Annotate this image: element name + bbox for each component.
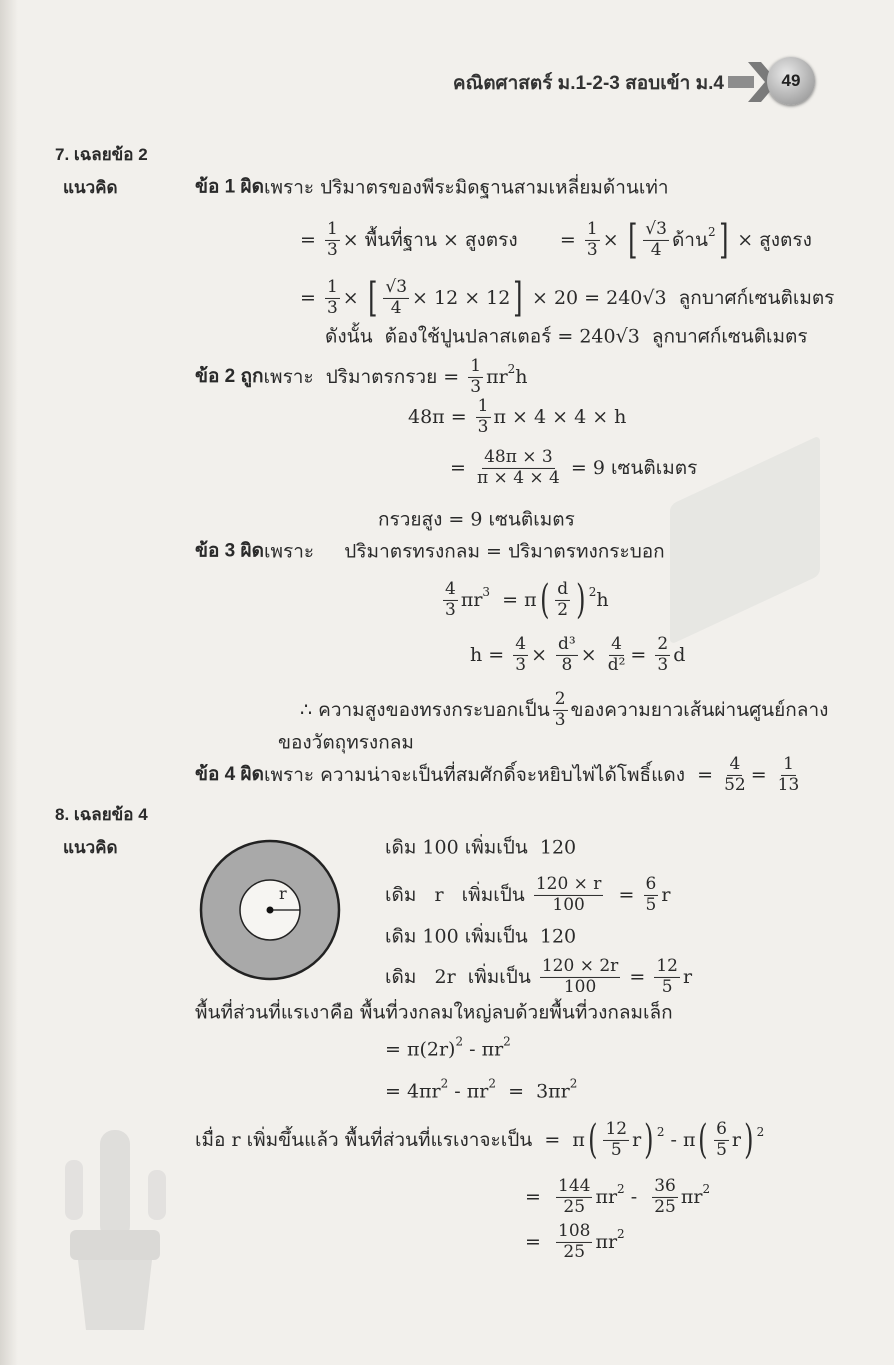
text-run: × 12 × 12 <box>412 286 511 309</box>
denominator: 3 <box>470 376 482 397</box>
exponent: 2 <box>507 361 516 376</box>
denominator: 25 <box>563 1241 586 1262</box>
denominator: 3 <box>657 654 669 675</box>
numerator: 4 <box>445 578 456 599</box>
text-run: h = <box>470 643 511 666</box>
text-run: πr <box>595 1230 618 1253</box>
exponent: 2 <box>569 1076 578 1091</box>
text-run: เดิม 2r เพิ่มเป็น <box>385 965 537 988</box>
denominator: 52 <box>724 774 746 795</box>
text-run: = <box>525 1185 553 1208</box>
exponent: 2 <box>455 1034 464 1049</box>
bracket: ( <box>587 1117 598 1163</box>
numerator: 12 <box>605 1118 628 1139</box>
exponent: 2 <box>617 1226 625 1241</box>
choice-3-statement <box>195 541 665 564</box>
text-run: เดิม 100 เพิ่มเป็น 120 <box>385 925 577 948</box>
numerator: 1 <box>326 276 338 297</box>
exponent: 2 <box>702 1181 711 1196</box>
exponent: 2 <box>617 1181 625 1196</box>
text-run: พื้นที่ส่วนที่แรเงาคือ พื้นที่วงกลมใหญ่ลบด้วยพื้นที่วงกลมเล็ก <box>195 1001 673 1024</box>
math-step <box>385 875 670 915</box>
numerator: 144 <box>558 1175 591 1196</box>
text-run: d <box>673 643 686 666</box>
exponent: 3 <box>482 584 491 599</box>
fraction <box>553 690 568 730</box>
numerator: 6 <box>645 873 657 894</box>
math-step <box>385 926 576 949</box>
text-run: = π <box>490 588 537 611</box>
text-run: h <box>515 365 528 388</box>
math-step <box>300 217 812 263</box>
fraction <box>585 220 600 260</box>
text-run: r <box>632 1128 642 1151</box>
numerator: d³ <box>558 633 576 654</box>
text-run: × สูงตรง <box>731 228 812 251</box>
solution-label <box>63 178 118 198</box>
denominator: 2 <box>557 599 569 620</box>
denominator: 3 <box>326 239 338 260</box>
bracket: [ <box>627 217 638 263</box>
fraction <box>475 448 562 488</box>
text-run: เพราะ ปริมาตรของพีระมิดฐานสามเหลี่ยมด้านเท่า <box>264 176 669 199</box>
choice-4-statement <box>195 755 804 795</box>
exponent: 2 <box>488 1076 496 1091</box>
denominator: 13 <box>777 774 800 795</box>
choice-label: ข้อ 2 ถูก <box>195 365 264 387</box>
math-step <box>450 448 697 488</box>
numerator: 120 × 2r <box>541 955 619 976</box>
math-step <box>408 397 626 437</box>
numerator: 1 <box>477 395 489 416</box>
numerator: 6 <box>716 1118 727 1139</box>
choice-label: ข้อ 1 ผิด <box>195 176 264 198</box>
numerator: 1 <box>470 355 482 376</box>
denominator: 5 <box>661 976 673 997</box>
fraction <box>443 580 458 620</box>
choice-label: ข้อ 3 ผิด <box>195 540 264 562</box>
exponent: 2 <box>707 224 716 239</box>
math-step <box>385 1034 511 1062</box>
fraction <box>643 220 669 260</box>
numerator: 1 <box>783 753 794 774</box>
text-run: - πr <box>463 1038 504 1061</box>
text-run: เมื่อ r เพิ่มขึ้นแล้ว พื้นที่ส่วนที่แรเงาจะเป็น = π <box>195 1128 585 1151</box>
numerator: 2 <box>657 633 669 654</box>
text-run: × 20 = 240√3 ลูกบาศก์เซนติเมตร <box>525 286 835 309</box>
fraction <box>325 278 340 318</box>
denominator: d² <box>607 654 626 675</box>
text-run: = <box>300 228 322 251</box>
text-run: = <box>623 965 652 988</box>
text-run: = <box>630 643 653 666</box>
denominator: 3 <box>326 297 338 318</box>
text-run: πr <box>460 588 483 611</box>
text-run: = <box>450 456 472 479</box>
denominator: 5 <box>716 1139 727 1160</box>
text-run: = <box>750 763 773 786</box>
exponent: 2 <box>656 1124 665 1139</box>
text-run: ดังนั้น ต้องใช้ปูนปลาสเตอร์ = 240√3 ลูกบาศก์เซนติเมตร <box>325 325 808 348</box>
fraction <box>534 875 604 915</box>
numerator: √3 <box>645 218 667 239</box>
fraction <box>556 635 578 675</box>
exponent: 2 <box>756 1124 765 1139</box>
math-step <box>470 635 685 675</box>
bracket: [ <box>367 275 378 321</box>
bracket: ) <box>576 577 586 623</box>
text-run: 8. เฉลยข้อ 4 <box>55 804 148 824</box>
watermark-cactus-icon <box>60 1130 170 1330</box>
math-step <box>385 837 576 860</box>
text-run: = <box>606 883 641 906</box>
denominator: 3 <box>586 239 598 260</box>
text-run: h <box>596 588 609 611</box>
text-run: แนวคิด <box>63 837 118 857</box>
fraction <box>652 1177 678 1217</box>
math-step <box>385 957 692 997</box>
bracket: ( <box>698 1117 708 1163</box>
numerator: d <box>557 578 569 599</box>
text-run: - π <box>664 1128 696 1151</box>
numerator: 108 <box>558 1220 591 1241</box>
denominator: 3 <box>477 416 489 437</box>
choice-1-statement <box>195 177 669 200</box>
math-step <box>300 690 828 730</box>
math-step <box>525 1222 625 1262</box>
text-run: ของวัตถุทรงกลม <box>278 731 414 754</box>
numerator: 36 <box>654 1175 676 1196</box>
exponent: 2 <box>588 584 597 599</box>
text-run: × <box>531 643 554 666</box>
denominator: 100 <box>563 976 597 997</box>
choice-2-statement <box>195 357 528 397</box>
numerator: 48π × 3 <box>484 446 553 467</box>
denominator: π × 4 × 4 <box>476 467 560 488</box>
denominator: 8 <box>561 654 573 675</box>
text-run: π × 4 × 4 × h <box>493 405 627 428</box>
fraction <box>476 397 491 437</box>
text-run: = <box>525 1230 553 1253</box>
text-run: × <box>342 286 365 309</box>
fraction <box>513 635 528 675</box>
text-run: = <box>300 286 322 309</box>
denominator: 4 <box>390 297 402 318</box>
bracket: ) <box>644 1117 654 1163</box>
page-number-badge: 49 <box>767 57 815 105</box>
fraction <box>606 635 628 675</box>
math-step <box>385 1076 578 1104</box>
math-step <box>325 326 808 349</box>
exponent: 2 <box>503 1034 511 1049</box>
text-run: เดิม r เพิ่มเป็น <box>385 883 531 906</box>
bracket: ] <box>513 275 523 321</box>
fraction <box>468 357 483 397</box>
denominator: 100 <box>552 894 585 915</box>
denominator: 5 <box>610 1139 622 1160</box>
text-run: = 3πr <box>495 1080 570 1103</box>
numerator: 2 <box>554 688 566 709</box>
fraction <box>383 278 409 318</box>
text-run: r <box>661 883 671 906</box>
numerator: 1 <box>586 218 598 239</box>
numerator: √3 <box>385 276 408 297</box>
text-run: = 9 เซนติเมตร <box>564 456 698 479</box>
denominator: 25 <box>563 1196 586 1217</box>
math-step <box>300 275 835 321</box>
text-run: ∴ ความสูงของทรงกระบอกเป็น <box>300 698 550 721</box>
text-run: 48π = <box>408 405 473 428</box>
fraction <box>776 755 802 795</box>
radius-label: r <box>279 884 287 903</box>
bracket: ) <box>744 1117 754 1163</box>
fraction <box>556 1177 592 1217</box>
numerator: 12 <box>656 955 678 976</box>
text-run: × พื้นที่ฐาน × สูงตรง = <box>342 228 582 251</box>
choice-label: ข้อ 4 ผิด <box>195 763 264 785</box>
text-run: × <box>580 643 603 666</box>
fraction <box>540 957 620 997</box>
bracket: ] <box>718 217 729 263</box>
numerator: 120 × r <box>535 873 602 894</box>
text-run: เดิม 100 เพิ่มเป็น 120 <box>385 836 577 859</box>
text-run: เพราะ ปริมาตรทรงกลม = ปริมาตรทงกระบอก <box>264 540 665 563</box>
math-step <box>195 1117 765 1163</box>
math-step <box>278 732 414 755</box>
math-step <box>440 577 609 623</box>
fraction <box>556 1222 592 1262</box>
text-run: แนวคิด <box>63 177 118 197</box>
text-run: πr <box>680 1185 703 1208</box>
text-run: πr <box>486 365 508 388</box>
annulus-diagram <box>198 838 342 982</box>
fraction <box>555 580 570 620</box>
denominator: 3 <box>445 599 456 620</box>
text-run: = 4πr <box>385 1080 441 1103</box>
denominator: 3 <box>515 654 527 675</box>
denominator: 3 <box>554 709 566 730</box>
page-edge-shadow <box>0 0 18 1365</box>
math-step <box>525 1177 710 1217</box>
text-run: ของความยาวเส้นผ่านศูนย์กลาง <box>570 698 829 721</box>
text-run: ด้าน <box>671 228 708 251</box>
fraction <box>325 220 340 260</box>
math-step <box>378 509 575 532</box>
numerator: 4 <box>729 753 741 774</box>
fraction <box>714 1120 729 1160</box>
text-run: r <box>731 1128 741 1151</box>
numerator: 4 <box>611 633 622 654</box>
solution-label <box>63 838 118 858</box>
book-title: คณิตศาสตร์ ม.1-2-3 สอบเข้า ม.4 <box>452 73 724 94</box>
text-run: กรวยสูง = 9 เซนติเมตร <box>378 508 575 531</box>
question-7-heading <box>55 145 148 165</box>
text-run: = π(2r) <box>385 1038 456 1061</box>
numerator: 1 <box>326 218 338 239</box>
fraction <box>722 755 748 795</box>
text-run: เพราะ ความน่าจะเป็นที่สมศักดิ์จะหยิบไพ่ได้โพธิ์แดง = <box>264 763 720 786</box>
fraction <box>603 1120 629 1160</box>
text-run: - <box>624 1185 650 1208</box>
text-run: r <box>682 965 693 988</box>
exponent: 2 <box>440 1076 449 1091</box>
text-run: 7. เฉลยข้อ 2 <box>55 144 148 164</box>
question-8-heading <box>55 805 148 825</box>
numerator: 4 <box>515 633 527 654</box>
fraction <box>644 875 659 915</box>
text-run: เพราะ ปริมาตรกรวย = <box>263 365 466 388</box>
denominator: 5 <box>645 894 657 915</box>
denominator: 4 <box>650 239 662 260</box>
text-run: πr <box>595 1185 618 1208</box>
text-run: - πr <box>448 1080 489 1103</box>
fraction <box>654 957 680 997</box>
fraction <box>655 635 670 675</box>
denominator: 25 <box>654 1196 676 1217</box>
bracket: ( <box>539 577 550 623</box>
math-step <box>195 1002 673 1025</box>
text-run: × <box>602 228 625 251</box>
